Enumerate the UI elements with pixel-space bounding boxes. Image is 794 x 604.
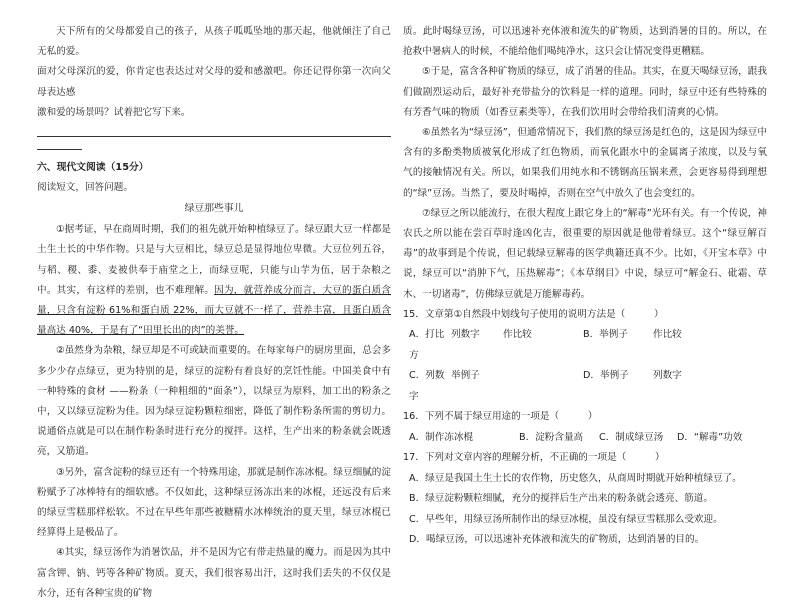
q17-option-d[interactable]: D．喝绿豆汤，可以迅速补充体液和流失的矿物质，达到消暑的目的。 [409,534,705,546]
q15-option-d-label[interactable]: D．举例子 [583,370,629,382]
paragraph-7: ⑦绿豆之所以能流行，在很大程度上跟它身上的“解毒”光环有关。有一个传说，神农氏之所以能在尝百草时逢凶化吉，很重要的原因就是他带着绿豆。这个“绿豆解百毒”的故事到是个传说，但记载绿豆解毒的医学典籍还真不少。比如，《开宝本草》中说，绿豆可以“消肿下气，压热解毒”；《本草纲目》中说，绿豆可“解金石、砒霜、草木、一切诸毒”，仿佛绿豆就是万能解毒药。 [403,207,767,300]
paragraph-4-continued: 质。此时喝绿豆汤，可以迅速补充体液和流失的矿物质，达到消暑的目的。所以，在抢救中暑病人的时候，不能给他们喝纯净水，这只会让情况变得更糟糕。 [403,26,767,58]
q16-option-b[interactable]: B．淀粉含量高 [519,431,584,443]
q15-options-row-1: A．打比方 列数字 作比较 B．举例子 作比较 [403,325,767,366]
paragraph-5: ⑤于是，富含各种矿物质的绿豆，成了消暑的佳品。其实，在夏天喝绿豆汤，跟我们做剧烈运动后，最好补充带盐分的饮料是一样的道理。同时，绿豆中还有些特殊的有芳香气味的物质（如香豆素类等），在我们饮用时会带给我们清爽的心情。 [403,66,767,118]
q15-options-row-2: C．列数字 举例子 D．举例子 列数字 [403,366,767,407]
paragraph-1 [37,220,391,341]
q17-option-b[interactable]: B．绿豆淀粉颗粒细腻，充分的搅拌后生产出来的粉条就会透亮、筋道。 [409,493,713,505]
intro-line-1: 天下所有的父母都爱自己的孩子，从孩子呱呱坠地的那天起，他就倾注了自己无私的爱。 [37,26,391,58]
paragraph-1-text: ①据考证，早在商周时期，我们的祖先就开始种植绿豆了。绿豆跟大豆一样都是土生土长的中华作物。只是与大豆相比，绿豆总是显得地位卑微。大豆位列五谷，与稻、稷、黍、麦被供奉于庙堂之上，而绿豆呢，只能与山芋为伍，居于杂粮之中。其实，有这样的差别，也不难理解。 [37,224,391,296]
q16-option-c[interactable]: C．制成绿豆汤 [599,431,664,443]
q16-option-a[interactable]: A．制作冻冰棍 [409,431,474,443]
right-column [403,22,767,551]
q15-option-b-label[interactable]: B．举例子 [583,329,628,341]
intro-line-2: 面对父母深沉的爱，你肯定也表达过对父母的爱和感激吧。你还记得你第一次向父母表达感 [37,66,391,98]
answer-line[interactable] [37,123,391,137]
q17-option-a[interactable]: A．绿豆是我国土生土长的农作物，历史悠久，从商周时期就开始种植绿豆了。 [409,472,742,484]
paragraph-2: ②虽然身为杂粮，绿豆却是不可或缺而重要的。在每家每户的厨房里面，总会多多少少存点绿豆，更为特别的是，绿豆的淀粉有着良好的烹饪性能。中国美食中有一种特殊的食材 ——粉条（一种粗细的“面条”），以绿豆为原料，加工出的粉条之中，又以绿豆淀粉为佳。因为绿豆淀粉颗粒细密，降低了制作粉条所需的剪切力。说通俗点就是可以在制作粉条时进行充分的搅拌。这样，生产出来的粉条就会既透亮，又筋道。 [37,345,391,458]
reading-instruction: 阅读短文，回答问题。 [37,182,133,194]
section-heading: 六、现代文阅读（15分） [37,162,149,174]
paragraph-6: ⑥虽然名为“绿豆汤”，但通常情况下，我们熬的绿豆汤是红色的，这是因为绿豆中含有的多酚类物质被氧化形成了红色物质，而氧化跟水中的金属离子浓度，以及与氧气的接触情况有关。所以，如果我们用纯水和不锈钢高压锅来煮，会更容易得到理想的“绿”豆汤。当然了，要及时喝掉，否则在空气中放久了也会变红的。 [403,127,767,199]
left-column [37,22,391,604]
q15-option-c-label[interactable]: C．列数字 [409,370,445,402]
intro-line-3: 激和爱的场景吗？试着把它写下来。 [37,106,191,118]
question-16: 16．下列不属于绿豆用途的一项是（ ） [403,411,598,423]
q15-option-a-label[interactable]: A．打比方 [409,329,445,361]
q16-option-d[interactable]: D．“解毒”功效 [677,431,743,443]
article-title: 绿豆那些事儿 [184,203,244,215]
question-17: 17．下列对文章内容的理解分析，不正确的一项是（ ） [403,452,665,464]
paragraph-3: ③另外，富含淀粉的绿豆还有一个特殊用途，那就是制作冻冰棍。绿豆细腻的淀粉赋予了冰棒特有的细软感。不仅如此，这种绿豆汤冻出来的冰棍，还远没有后来的绿豆雪糕那样松软。不过在早些年那些被糖精水冰棒统治的夏天里，绿豆冰棍已经算得上是极品了。 [37,466,391,539]
question-15: 15．文章第①自然段中划线句子使用的说明方法是（ ） [403,308,664,320]
q17-option-c[interactable]: C．早些年，用绿豆汤所制作出的绿豆冰棍，虽没有绿豆雪糕那么受欢迎。 [409,513,723,525]
answer-line-short[interactable] [37,137,82,150]
q16-options [403,428,767,449]
paragraph-4: ④其实，绿豆汤作为消暑饮品，并不是因为它有带走热量的魔力。而是因为其中富含钾、钠、钙等各种矿物质。夏天，我们很容易出汗，这时我们丢失的不仅仅是水分，还有各种宝贵的矿物 [37,547,391,599]
underlined-sentence: 因为，就营养成分而言，大豆的蛋白质含量，只含有淀粉 61%和蛋白质 22%，而大豆就不一样了，营养丰富，且蛋白质含量高达 40%，于是有了“田里长出的肉”的美誉。 [37,284,392,337]
